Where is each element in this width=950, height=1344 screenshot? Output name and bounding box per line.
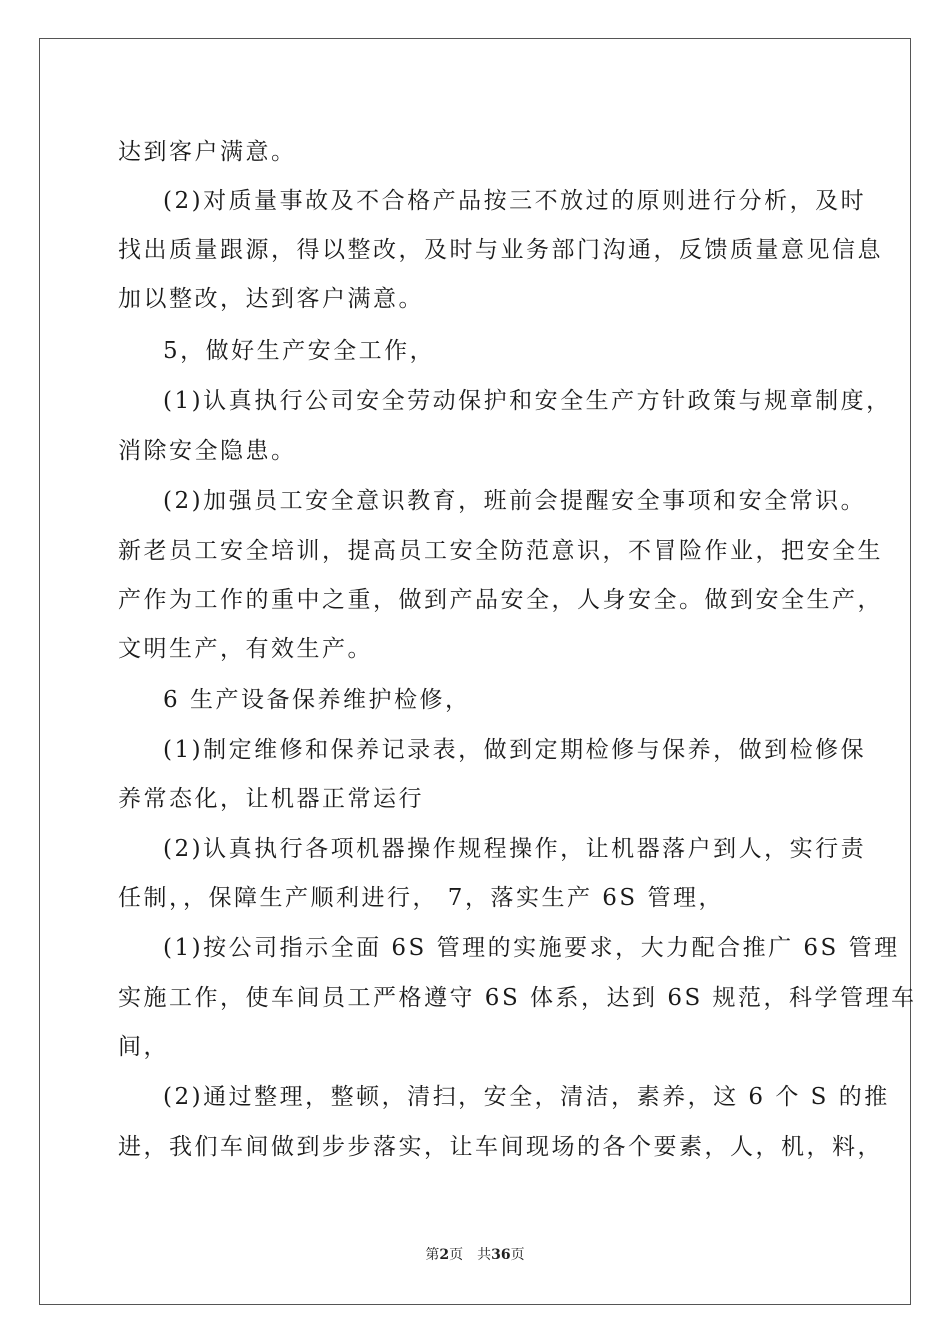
paragraph-line: (2)加强员工安全意识教育，班前会提醒安全事项和安全常识。 <box>163 488 867 514</box>
page-number: 2 <box>439 1247 450 1263</box>
paragraph-line: 文明生产，有效生产。 <box>118 636 373 662</box>
paragraph-line: (2)通过整理，整顿，清扫，安全，清洁，素养，这 6 个 S 的推 <box>163 1084 890 1110</box>
page-border <box>39 38 911 1305</box>
page-suffix: 页 <box>449 1247 464 1263</box>
paragraph-line: 间， <box>118 1034 169 1060</box>
paragraph-line: 达到客户满意。 <box>118 139 297 165</box>
page-prefix: 第 <box>425 1247 440 1263</box>
paragraph-line: 找出质量跟源，得以整改，及时与业务部门沟通，反馈质量意见信息 <box>118 237 883 263</box>
paragraph-line: (2)认真执行各项机器操作规程操作，让机器落户到人，实行责 <box>163 836 867 862</box>
total-pages: 36 <box>491 1247 511 1263</box>
paragraph-line: 进，我们车间做到步步落实，让车间现场的各个要素，人，机，料， <box>118 1134 883 1160</box>
paragraph-line: (2)对质量事故及不合格产品按三不放过的原则进行分析，及时 <box>163 188 867 214</box>
paragraph-line: (1)制定维修和保养记录表，做到定期检修与保养，做到检修保 <box>163 737 867 763</box>
section-heading: 5，做好生产安全工作， <box>163 338 436 364</box>
paragraph-line: 消除安全隐患。 <box>118 438 297 464</box>
section-heading: 6 生产设备保养维护检修， <box>163 687 471 713</box>
paragraph-line: 实施工作，使车间员工严格遵守 6S 体系，达到 6S 规范，科学管理车 <box>118 985 917 1011</box>
paragraph-line: 养常态化，让机器正常运行 <box>118 786 424 812</box>
paragraph-line: (1)按公司指示全面 6S 管理的实施要求，大力配合推广 6S 管理 <box>163 935 900 961</box>
page-footer <box>0 1244 950 1264</box>
paragraph-line: (1)认真执行公司安全劳动保护和安全生产方针政策与规章制度， <box>163 388 892 414</box>
paragraph-line: 产作为工作的重中之重，做到产品安全，人身安全。做到安全生产， <box>118 587 883 613</box>
total-prefix: 共 <box>477 1247 492 1263</box>
paragraph-line: 加以整改，达到客户满意。 <box>118 286 424 312</box>
paragraph-line: 新老员工安全培训，提高员工安全防范意识，不冒险作业，把安全生 <box>118 538 883 564</box>
total-suffix: 页 <box>510 1247 525 1263</box>
paragraph-line: 任制，，保障生产顺利进行， 7，落实生产 6S 管理， <box>118 885 724 911</box>
